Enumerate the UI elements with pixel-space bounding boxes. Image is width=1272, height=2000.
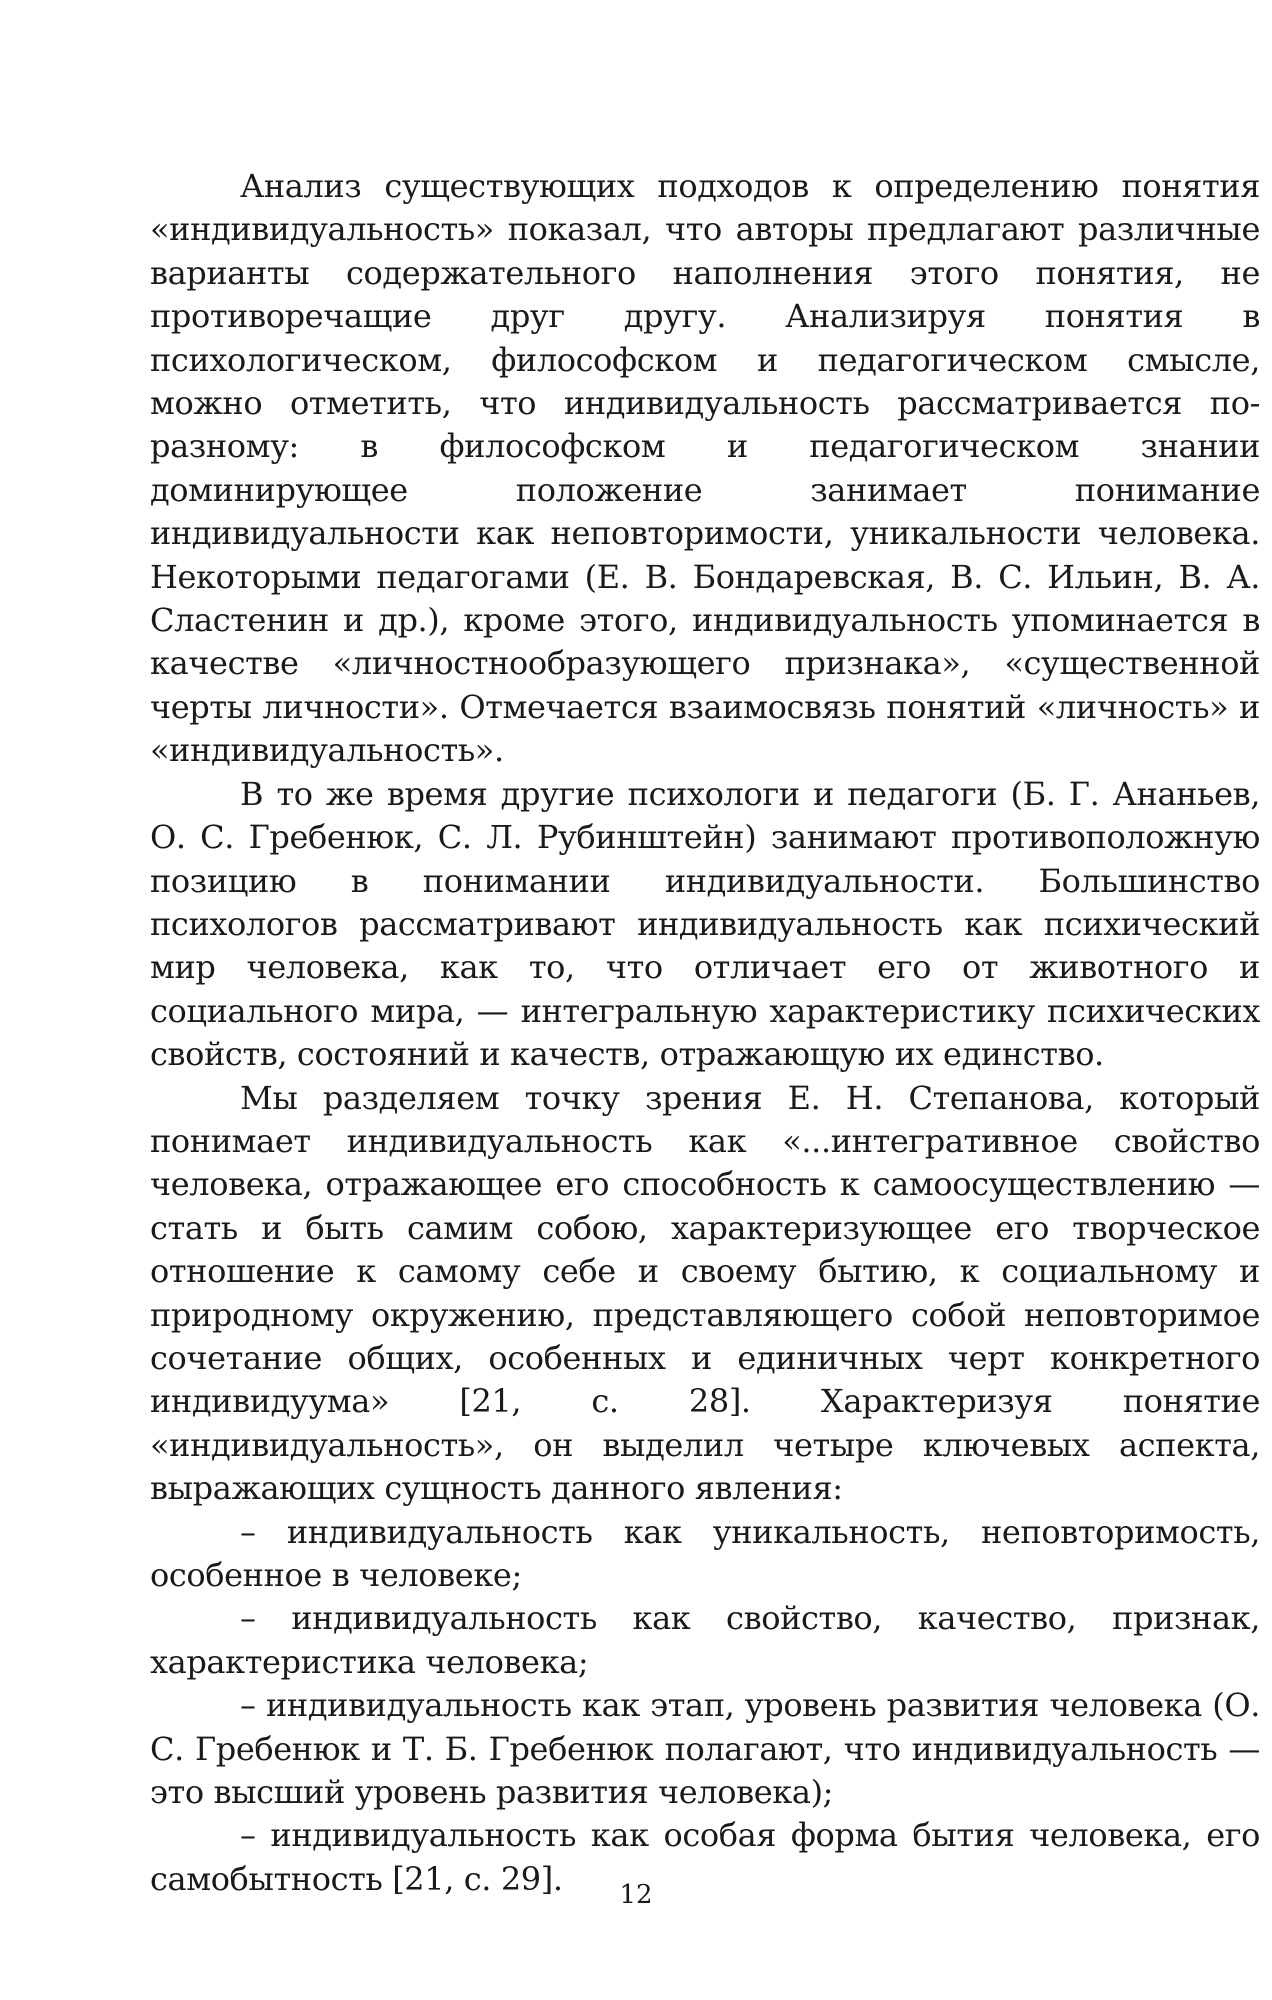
list-item-1: – индивидуальность как уникальность, неповторимость, особенное в человеке;	[150, 1512, 1260, 1594]
list-item-2: – индивидуальность как свойство, качество, признак, характеристика человека;	[150, 1599, 1260, 1681]
paragraph-1: Анализ существующих подходов к определению понятия «индивидуальность» показал, что авторы предлагают различные варианты содержательного наполнения этого понятия, не противоречащие друг другу. Анализируя понятия в психологическом, философском и педагогическом смысле, можно отметить, что индивидуальность рассматривается по-разному: в философском и педагогическом знании доминирующее положение занимает понимание индивидуальности как неповторимости, уникальности человека. Некоторыми педагогами (Е. В. Бондаревская, В. С. Ильин, В. А. Сластенин и др.), кроме этого, индивидуальность упоминается в качестве «личностнообразующего признака», «существенной черты личности». Отмечается взаимосвязь понятий «личность» и «индивидуальность».	[150, 167, 1260, 770]
page-number: 12	[619, 1880, 653, 1910]
paragraph-3: Мы разделяем точку зрения Е. Н. Степанова, который понимает индивидуальность как «...интегративное свойство человека, отражающее его способность к самоосуществлению — стать и быть самим собою, характеризующее его творческое отношение к самому себе и своему бытию, к социальному и природному окружению, представляющего собой неповторимое сочетание общих, особенных и единичных черт конкретного индивидуума» [21, с. 28]. Характеризуя понятие «индивидуальность», он выделил четыре ключевых аспекта, выражающих сущность данного явления:	[150, 1078, 1260, 1508]
page-body	[150, 165, 1260, 1901]
paragraph-2: В то же время другие психологи и педагоги (Б. Г. Ананьев, О. С. Гребенюк, С. Л. Рубинштейн) занимают противоположную позицию в понимании индивидуальности. Большинство психологов рассматривают индивидуальность как психический мир человека, как то, что отличает его от животного и социального мира, — интегральную характеристику психических свойств, состояний и качеств, отражающую их единство.	[150, 774, 1260, 1074]
list-item-4: – индивидуальность как особая форма бытия человека, его самобытность [21, с. 29].	[150, 1816, 1260, 1898]
list-item-3: – индивидуальность как этап, уровень развития человека (О. С. Гребенюк и Т. Б. Гребенюк полагают, что индивидуальность — это высший уровень развития человека);	[150, 1686, 1260, 1812]
